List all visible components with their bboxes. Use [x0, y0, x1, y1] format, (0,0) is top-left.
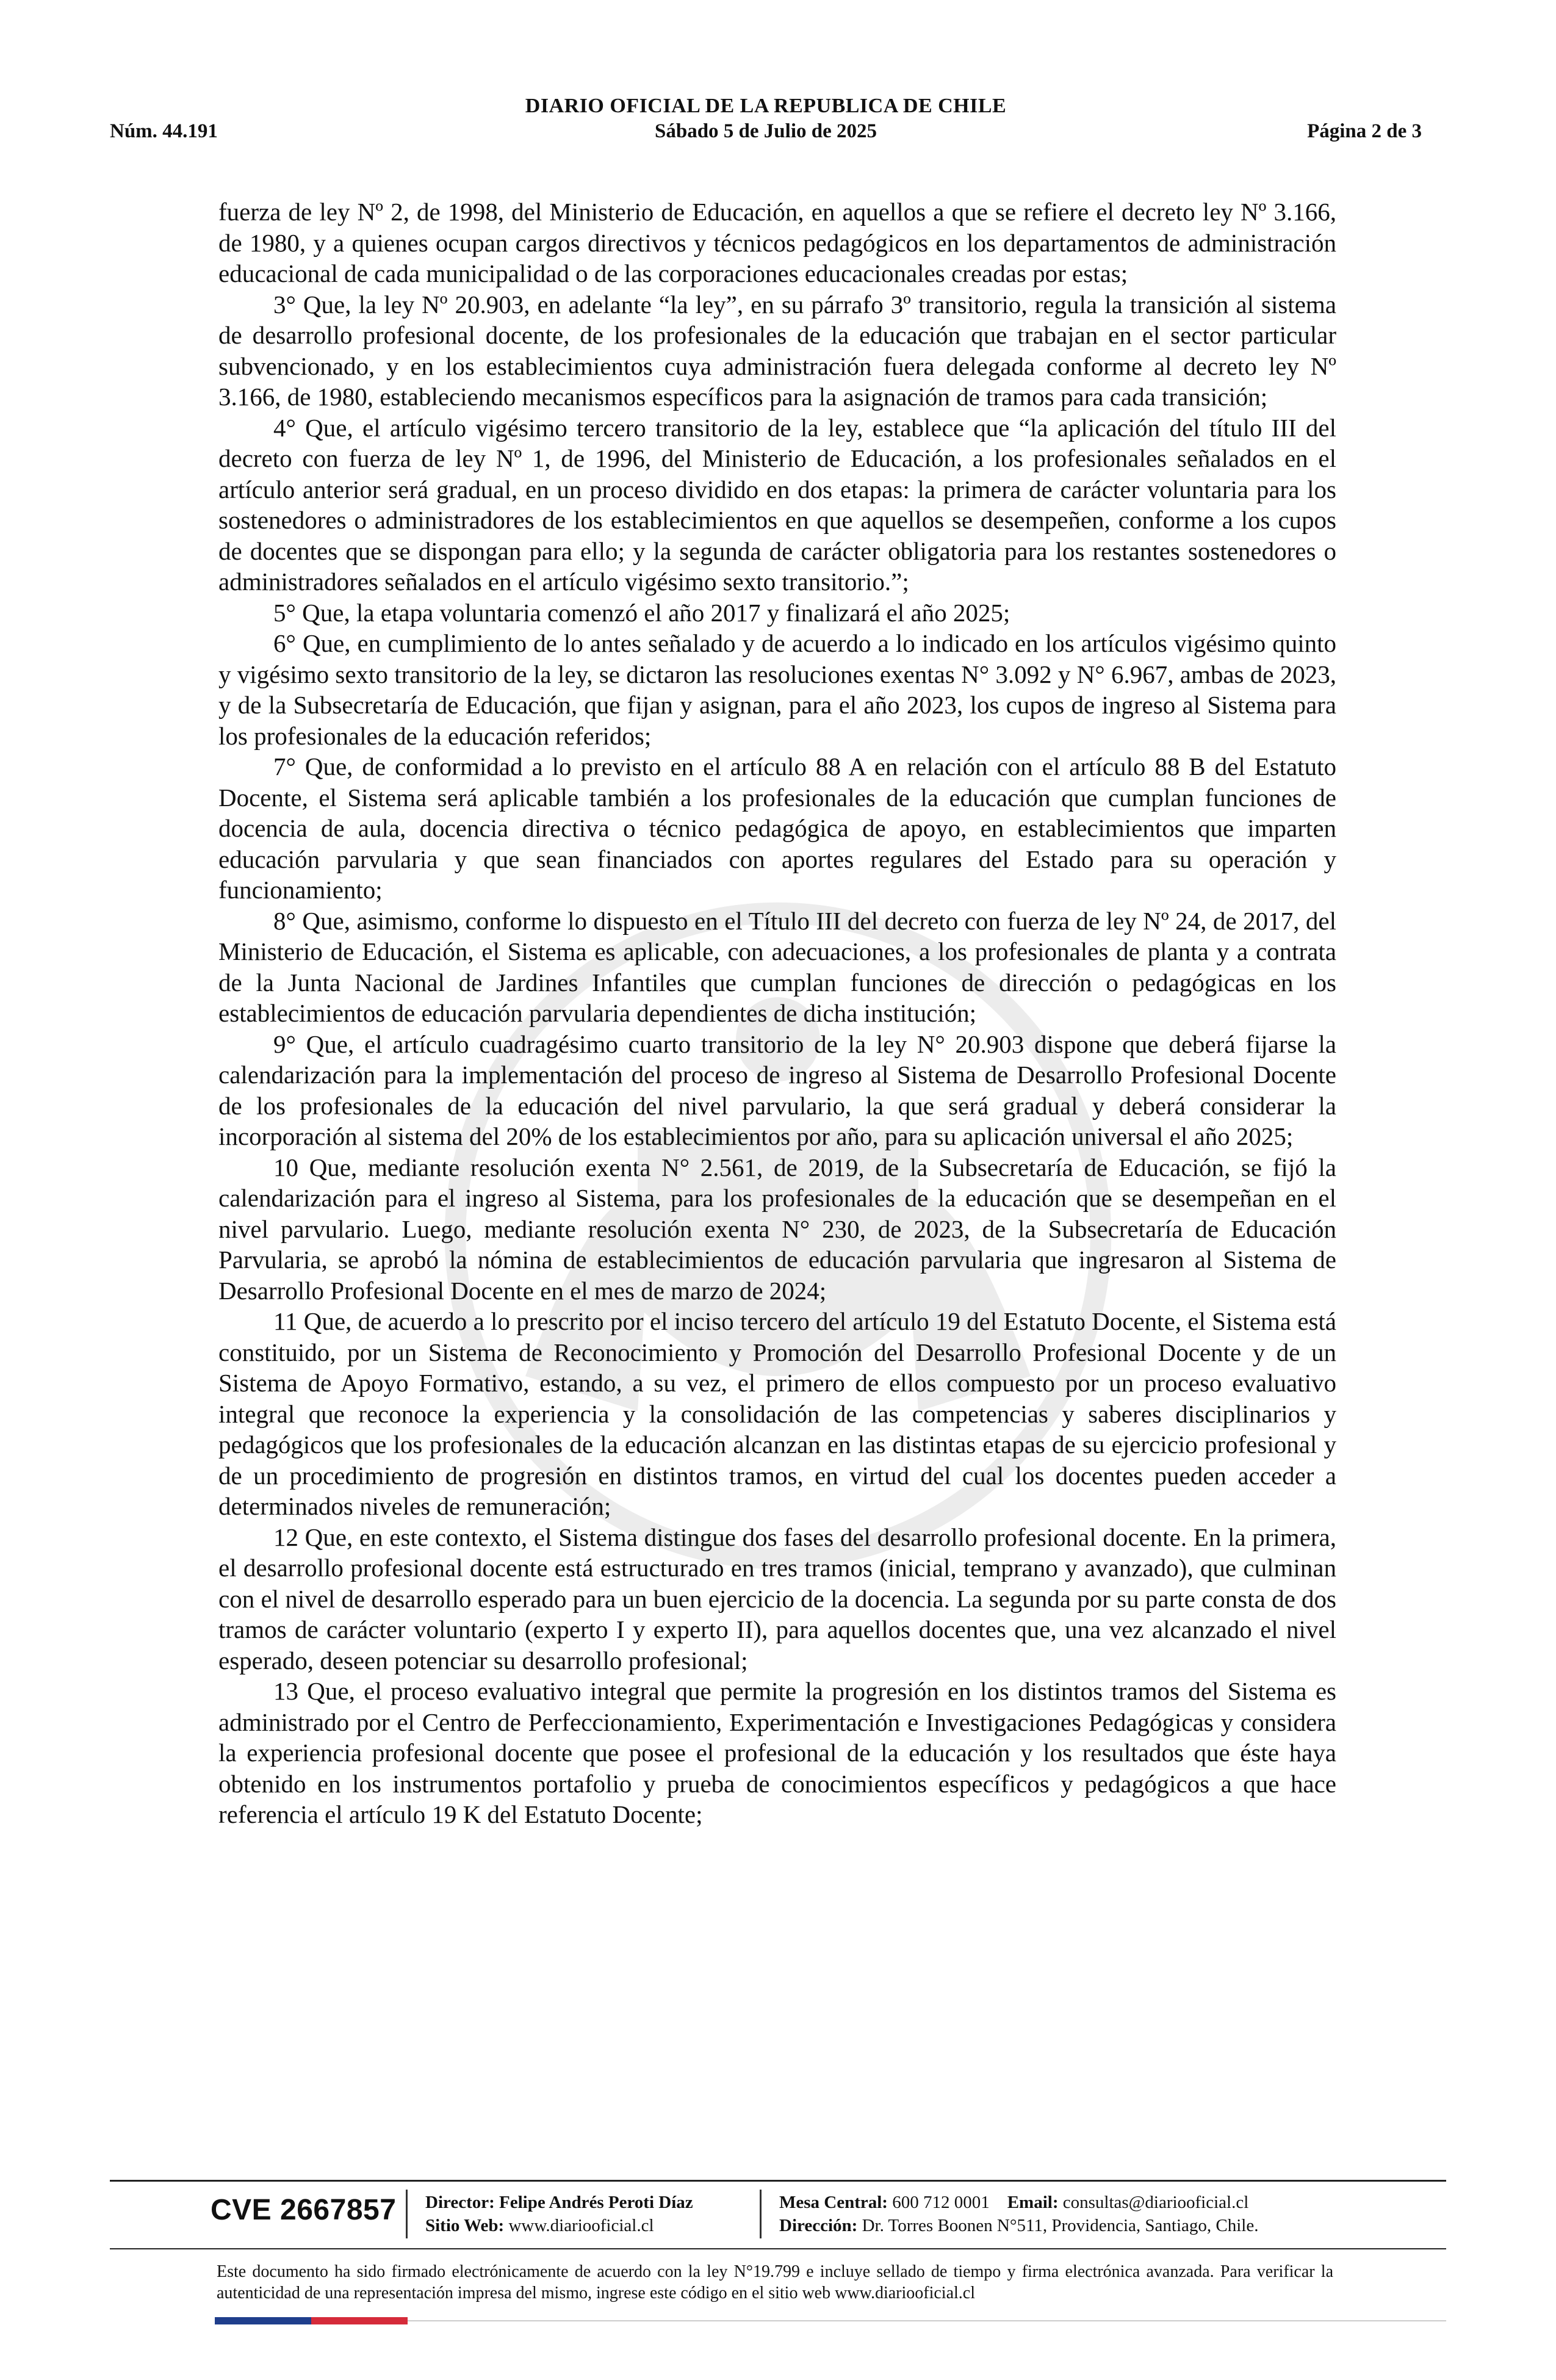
mesa-label: Mesa Central:: [779, 2193, 888, 2212]
paragraph: 10 Que, mediante resolución exenta N° 2.561, de 2019, de la Subsecretaría de Educación, se fijó la calendarización para el ingreso al Sistema, para los profesionales de la educación que se desempeñan en el nivel parvulario. Luego, mediante resolución exenta N° 230, de 2023, de la Subsecretaría de Educación Parvularia, se aprobó la nómina de establecimientos de educación parvularia que ingresaron al Sistema de Desarrollo Profesional Docente en el mes de marzo de 2024;: [218, 1153, 1336, 1305]
legal-notice: Este documento ha sido firmado electrónicamente de acuerdo con la ley N°19.799 e incluye sellado de tiempo y firma electrónica avanzada. Para verificar la autenticidad de una representación impresa del mismo, ingrese este código en el sitio web www.diariooficial.cl: [217, 2262, 1333, 2302]
paragraph: 13 Que, el proceso evaluativo integral que permite la progresión en los distintos tramos del Sistema es administrado por el Centro de Perfeccionamiento, Experimentación e Investigaciones Pedagógicas y considera la experiencia profesional docente que posee el profesional de la educación y los resultados que éste haya obtenido en los instrumentos portafolio y prueba de conocimientos específicos y pedagógicos a que hace referencia el artículo 19 K del Estatuto Docente;: [218, 1677, 1336, 1828]
director-label: Director:: [425, 2193, 495, 2212]
page-header: [110, 95, 1422, 150]
issue-number: Núm. 44.191: [110, 120, 218, 142]
flag-blue-segment: [215, 2317, 311, 2324]
page-number: Página 2 de 3: [1307, 120, 1422, 142]
flag-red-segment: [311, 2317, 408, 2324]
paragraph: 5° Que, la etapa voluntaria comenzó el año 2017 y finalizará el año 2025;: [273, 598, 1010, 627]
footer-divider: [406, 2190, 408, 2238]
issue-date: Sábado 5 de Julio de 2025: [655, 120, 877, 142]
director-name: Felipe Andrés Peroti Díaz: [499, 2193, 693, 2212]
paragraph: 11 Que, de acuerdo a lo prescrito por el inciso tercero del artículo 19 del Estatuto Docente, el Sistema está constituido, por un Sistema de Reconocimiento y Promoción del Desarrollo Profesional Docente y de un Sistema de Apoyo Formativo, estando, a su vez, el primero de ellos compuesto por un proceso evaluativo integral que reconoce la experiencia y la consolidación de las competencias y saberes disciplinarios y pedagógicos que los profesionales de la educación alcanzan en las distintas etapas de su ejercicio profesional y de un procedimiento de progresión en distintos tramos, en virtud del cual los docentes pueden acceder a determinados niveles de remuneración;: [218, 1307, 1336, 1520]
site-label: Sitio Web:: [425, 2216, 505, 2235]
newspaper-title: DIARIO OFICIAL DE LA REPUBLICA DE CHILE: [525, 95, 1007, 117]
email-link[interactable]: consultas@diariooficial.cl: [1062, 2193, 1249, 2212]
paragraph: 7° Que, de conformidad a lo previsto en el artículo 88 A en relación con el artículo 88 B del Estatuto Docente, el Sistema será aplicable también a los profesionales de la educación que cumplan funciones de docencia de aula, docencia directiva o técnico pedagógica de apoyo, en establecimientos que imparten educación parvularia y que sean financiados con aportes regulares del Estado para su operación y funcionamiento;: [218, 752, 1336, 904]
address-label: Dirección:: [779, 2216, 858, 2235]
footer-thin-rule: [408, 2320, 1446, 2321]
footer-info: [211, 2190, 1339, 2238]
paragraph: 4° Que, el artículo vigésimo tercero transitorio de la ley, establece que “la aplicación del título III del decreto con fuerza de ley Nº 1, de 1996, del Ministerio de Educación, a los profesionales señalados en el artículo anterior será gradual, en un proceso dividido en dos etapas: la primera de carácter voluntaria para los sostenedores o administradores de los establecimientos en que aquellos se desempeñen, conforme a los cupos de docentes que se dispongan para ello; y la segunda de carácter obligatoria para los restantes sostenedores o administradores señalados en el artículo vigésimo sexto transitorio.”;: [218, 413, 1336, 596]
mesa-phone: 600 712 0001: [892, 2193, 990, 2212]
cve-code: CVE 2667857: [211, 2194, 397, 2226]
site-link[interactable]: www.diariooficial.cl: [508, 2216, 654, 2235]
paragraph: 3° Que, la ley Nº 20.903, en adelante “la ley”, en su párrafo 3º transitorio, regula la transición al sistema de desarrollo profesional docente, de los profesionales de la educación que trabajan en el sector particular subvencionado, y en los establecimientos cuya administración fuera delegada conforme al decreto ley Nº 3.166, de 1980, estableciendo mecanismos específicos para la asignación de tramos para cada transición;: [218, 290, 1336, 411]
footer-top-rule: [110, 2180, 1446, 2182]
footer-director-block: [425, 2191, 693, 2237]
footer-bottom-rule: [110, 2248, 1446, 2249]
chile-flag-stripe: [215, 2317, 408, 2324]
paragraph: fuerza de ley Nº 2, de 1998, del Ministerio de Educación, en aquellos a que se refiere el decreto ley Nº 3.166, de 1980, y a quienes ocupan cargos directivos y técnicos pedagógicos en los departamentos de administración educacional de cada municipalidad o de las corporaciones educacionales creadas por estas;: [218, 198, 1336, 287]
footer-contact-block: [779, 2191, 1258, 2237]
paragraph: 8° Que, asimismo, conforme lo dispuesto en el Título III del decreto con fuerza de ley Nº 24, de 2017, del Ministerio de Educación, el Sistema es aplicable, con adecuaciones, a los profesionales de planta y a contrata de la Junta Nacional de Jardines Infantiles que cumplan funciones de dirección o pedagógicas en los establecimientos de educación parvularia dependientes de dicha institución;: [218, 906, 1336, 1027]
paragraph: 6° Que, en cumplimiento de lo antes señalado y de acuerdo a lo indicado en los artículos vigésimo quinto y vigésimo sexto transitorio de la ley, se dictaron las resoluciones exentas N° 3.092 y N° 6.967, ambas de 2023, y de la Subsecretaría de Educación, que fijan y asignan, para el año 2023, los cupos de ingreso al Sistema para los profesionales de la educación referidos;: [218, 629, 1336, 750]
address-value: Dr. Torres Boonen N°511, Providencia, Santiago, Chile.: [862, 2216, 1259, 2235]
email-label: Email:: [1007, 2193, 1059, 2212]
paragraph: 12 Que, en este contexto, el Sistema distingue dos fases del desarrollo profesional docente. En la primera, el desarrollo profesional docente está estructurado en tres tramos (inicial, temprano y avanzado), que culminan con el nivel de desarrollo esperado para un buen ejercicio de la docencia. La segunda por su parte consta de dos tramos de carácter voluntario (experto I y experto II), para aquellos docentes que, una vez alcanzado el nivel esperado, deseen potenciar su desarrollo profesional;: [218, 1523, 1336, 1675]
paragraph: 9° Que, el artículo cuadragésimo cuarto transitorio de la ley N° 20.903 dispone que deberá fijarse la calendarización para la implementación del proceso de ingreso al Sistema de Desarrollo Profesional Docente de los profesionales de la educación del nivel parvulario, la que será gradual y deberá considerar la incorporación al sistema del 20% de los establecimientos por año, para su aplicación universal el año 2025;: [218, 1030, 1336, 1150]
footer-divider: [760, 2190, 762, 2238]
document-body: [218, 197, 1336, 1830]
